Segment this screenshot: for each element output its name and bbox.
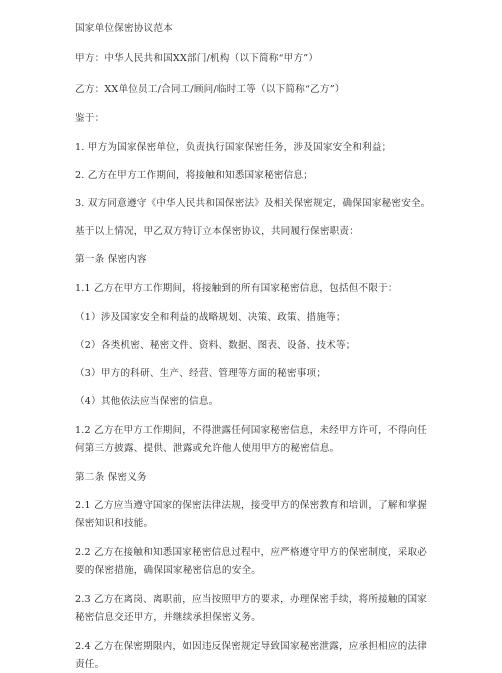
clause-2-4: 2.4 乙方在保密期限内，如因违反保密规定导致国家秘密泄露，应承担相应的法律责任。 — [75, 641, 428, 670]
document-title: 国家单位保密协议范本 — [75, 23, 173, 34]
clause-2-1: 2.1 乙方应当遵守国家的保密法律法规，接受甲方的保密教育和培训，了解和掌握保密知识和技能。 — [75, 500, 428, 529]
list-item-2: （2）各类机密、秘密文件、资料、数据、图表、设备、技术等； — [75, 340, 356, 351]
clause-2-2: 2.2 乙方在接触和知悉国家秘密信息过程中，应严格遵守甲方的保密制度，采取必要的保密措施，确保国家秘密信息的安全。 — [75, 547, 428, 576]
basis-paragraph: 基于以上情况，甲乙双方特订立本保密协议，共同履行保密职责： — [75, 226, 360, 237]
whereas-item-1: 1. 甲方为国家保密单位，负责执行国家保密任务，涉及国家安全和利益； — [75, 142, 392, 153]
clause-2-3: 2.3 乙方在离岗、离职前，应当按照甲方的要求，办理保密手续，将所接触的国家秘密信息交还甲方，并继续承担保密义务。 — [75, 594, 428, 623]
list-item-3: （3）甲方的科研、生产、经营、管理等方面的秘密事项； — [75, 368, 327, 379]
list-item-1: （1）涉及国家安全和利益的战略规划、决策、政策、措施等； — [75, 312, 346, 323]
list-item-4: （4）其他依法应当保密的信息。 — [75, 396, 219, 407]
whereas-item-3: 3. 双方同意遵守《中华人民共和国保密法》及相关保密规定，确保国家秘密安全。 — [75, 198, 431, 209]
article-2-heading: 第二条 保密义务 — [75, 472, 147, 483]
whereas-item-2: 2. 乙方在甲方工作期间，将接触和知悉国家秘密信息； — [75, 170, 314, 181]
clause-1-2: 1.2 乙方在甲方工作期间，不得泄露任何国家秘密信息，未经甲方许可，不得向任何第三方披露、提供、泄露或允许他人使用甲方的秘密信息。 — [75, 425, 428, 454]
whereas-label: 鉴于： — [75, 113, 105, 124]
article-1-heading: 第一条 保密内容 — [75, 254, 147, 265]
party-b-line: 乙方：XX单位员工/合同工/顾问/临时工等（以下简称“乙方”） — [75, 84, 345, 95]
clause-1-1: 1.1 乙方在甲方工作期间，将接触到的所有国家秘密信息，包括但不限于： — [75, 283, 398, 294]
party-a-line: 甲方：中华人民共和国XX部门/机构（以下简称“甲方”） — [75, 53, 319, 64]
